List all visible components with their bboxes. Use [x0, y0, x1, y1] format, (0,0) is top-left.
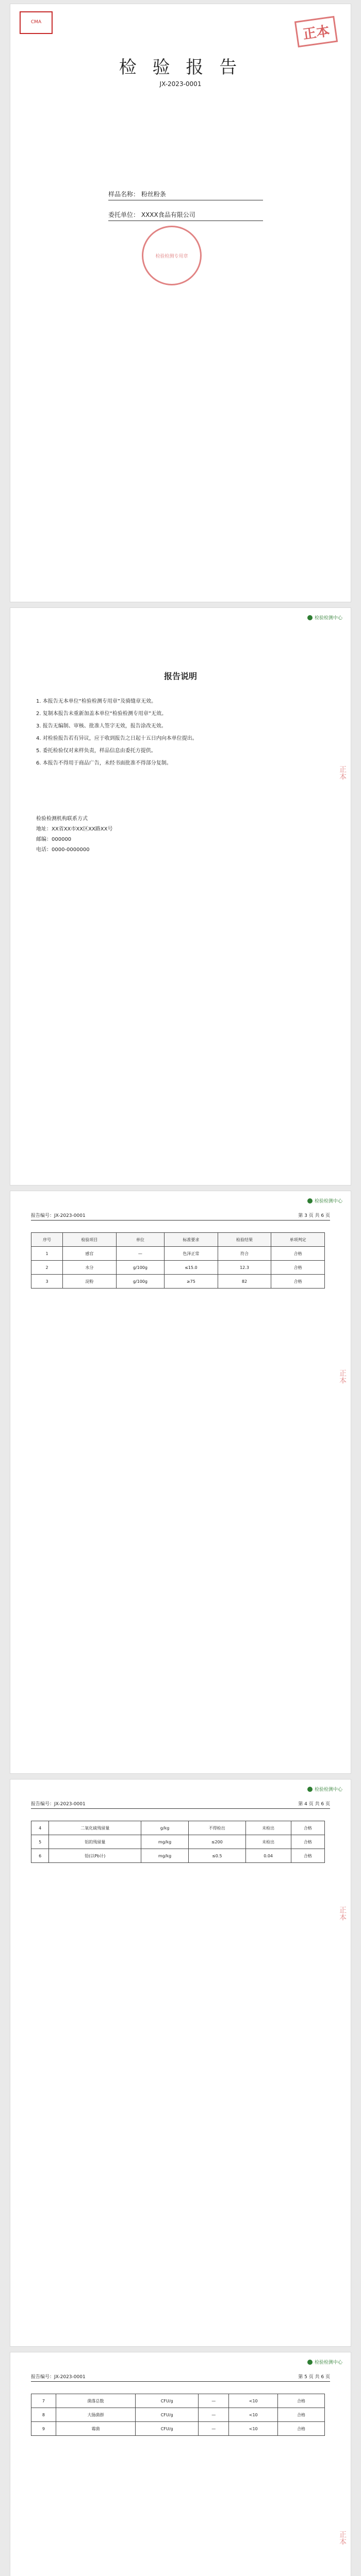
cell: mg/kg — [141, 1835, 189, 1849]
side-mark: 正本 — [338, 2531, 347, 2545]
brand-icon — [307, 2360, 313, 2365]
note-item: 5. 委托检验仅对来样负责，样品信息由委托方提供。 — [36, 748, 156, 754]
cell: 大肠菌群 — [56, 2408, 135, 2422]
sample-value: 粉丝粉条 — [141, 191, 166, 198]
brand-icon — [307, 1787, 313, 1792]
cell: 不得检出 — [188, 1821, 245, 1835]
cell: CFU/g — [136, 2408, 199, 2422]
side-stamp — [334, 2507, 351, 2569]
side-mark: 正本 — [338, 1906, 347, 1921]
sample-row — [108, 190, 263, 200]
contact-block — [36, 814, 113, 855]
stamp-text: 检验检测专用章 — [155, 253, 188, 259]
result-page-2 — [10, 1780, 351, 2346]
cell: <10 — [229, 2422, 278, 2436]
col-header: 序号 — [31, 1233, 63, 1247]
cell: 6 — [31, 1849, 49, 1863]
brand-text: 检验检测中心 — [314, 2360, 342, 2365]
report-title: 检 验 报 告 — [119, 57, 242, 78]
table-row — [31, 1849, 325, 1863]
table-header-row — [31, 1233, 325, 1247]
page-report-no: 报告编号：JX-2023-0001 — [31, 1213, 86, 1218]
header-brand — [307, 1197, 342, 1204]
table-row — [31, 1247, 325, 1261]
contact-address: 地址：XX省XX市XX区XX路XX号 — [36, 826, 113, 832]
official-stamp — [142, 226, 202, 285]
cell: 色泽正常 — [165, 1247, 218, 1261]
cell: 霉菌 — [56, 2422, 135, 2436]
table-row — [31, 1275, 325, 1289]
page-number: 第 4 页 共 6 页 — [298, 1802, 330, 1807]
cell: 8 — [31, 2408, 56, 2422]
brand-text: 检验检测中心 — [314, 1787, 342, 1792]
note-item: 2. 复制本报告未重新加盖本单位“检验检测专用章”无效。 — [36, 711, 167, 717]
cell: CFU/g — [136, 2422, 199, 2436]
original-stamp — [294, 16, 338, 47]
note-item: 6. 本报告不得用于商品广告，未经书面批准不得部分复制。 — [36, 760, 172, 766]
cell: <10 — [229, 2394, 278, 2408]
cell: 铅(以Pb计) — [49, 1849, 141, 1863]
brand-text: 检验检测中心 — [314, 616, 342, 621]
cell: 3 — [31, 1275, 63, 1289]
cell: 1 — [31, 1247, 63, 1261]
contact-phone: 电话：0000-0000000 — [36, 847, 90, 853]
table-row — [31, 1821, 325, 1835]
page-prefix: 第 — [298, 1213, 303, 1218]
page-prefix: 第 — [298, 2375, 303, 2380]
cover-page — [10, 4, 351, 602]
cell: 合格 — [277, 2422, 324, 2436]
col-header: 检验项目 — [63, 1233, 117, 1247]
side-stamp — [334, 742, 351, 804]
contact-postcode: 邮编：000000 — [36, 837, 72, 842]
side-mark: 正本 — [338, 1369, 347, 1384]
cell: 82 — [218, 1275, 271, 1289]
cell: 菌落总数 — [56, 2394, 135, 2408]
header-brand — [307, 1786, 342, 1792]
brand-icon — [307, 615, 313, 620]
cell: 合格 — [291, 1821, 324, 1835]
cell: ≤15.0 — [165, 1261, 218, 1275]
brand-text: 检验检测中心 — [314, 1199, 342, 1204]
notes-page — [10, 608, 351, 1185]
cell: 12.3 — [218, 1261, 271, 1275]
page-number: 第 5 页 共 6 页 — [298, 2375, 330, 2380]
table-row — [31, 2394, 325, 2408]
cell: — — [116, 1247, 164, 1261]
side-stamp — [334, 1883, 351, 1944]
table-row — [31, 2408, 325, 2422]
page-header — [31, 1212, 330, 1221]
cell: 7 — [31, 2394, 56, 2408]
cell: mg/kg — [141, 1849, 189, 1863]
result-table — [31, 1821, 325, 1863]
client-row — [108, 210, 263, 221]
cell: 未检出 — [245, 1821, 291, 1835]
cell: — — [199, 2394, 229, 2408]
notes-title: 报告说明 — [163, 671, 197, 681]
page-suffix: 页 共 6 页 — [308, 1213, 330, 1218]
cma-logo — [20, 11, 53, 34]
note-item: 4. 对检验报告若有异议，应于收到报告之日起十五日内向本单位提出。 — [36, 736, 198, 741]
page-prefix: 第 — [298, 1802, 303, 1807]
notes-list — [36, 696, 320, 770]
page-suffix: 页 共 6 页 — [308, 2375, 330, 2380]
cell: 未检出 — [245, 1835, 291, 1849]
cell: CFU/g — [136, 2394, 199, 2408]
client-label: 委托单位： — [108, 211, 140, 218]
cell: ≤0.5 — [188, 1849, 245, 1863]
cell: — — [199, 2408, 229, 2422]
col-header: 标准要求 — [165, 1233, 218, 1247]
page-header — [31, 1800, 330, 1809]
page-report-no: 报告编号：JX-2023-0001 — [31, 2375, 86, 2380]
cell: 合格 — [277, 2394, 324, 2408]
sample-label: 样品名称： — [108, 191, 140, 198]
cell: 符合 — [218, 1247, 271, 1261]
logo-text: CMA — [30, 20, 42, 25]
result-table — [31, 2394, 325, 2436]
cell: 合格 — [271, 1261, 325, 1275]
side-mark: 正本 — [338, 766, 347, 780]
cell: 感官 — [63, 1247, 117, 1261]
header-brand — [307, 614, 342, 621]
cell: g/kg — [141, 1821, 189, 1835]
note-item: 3. 报告无编制、审核、批准人签字无效，报告涂改无效。 — [36, 723, 167, 729]
page-suffix: 页 共 6 页 — [308, 1802, 330, 1807]
table-row — [31, 2422, 325, 2436]
contact-title: 检验检测机构联系方式 — [36, 816, 88, 822]
result-page-1 — [10, 1191, 351, 1773]
side-stamp — [334, 1346, 351, 1408]
page-header — [31, 2373, 330, 2382]
cell: 0.04 — [245, 1849, 291, 1863]
header-brand — [307, 2359, 342, 2365]
cell: 9 — [31, 2422, 56, 2436]
cell: 二氧化硫残留量 — [49, 1821, 141, 1835]
client-value: XXXX食品有限公司 — [141, 211, 195, 218]
original-mark: 正本 — [302, 23, 331, 43]
col-header: 检验结果 — [218, 1233, 271, 1247]
cell: g/100g — [116, 1261, 164, 1275]
page-report-no: 报告编号：JX-2023-0001 — [31, 1802, 86, 1807]
table-row — [31, 1835, 325, 1849]
cell: <10 — [229, 2408, 278, 2422]
cell: 合格 — [271, 1275, 325, 1289]
cell: 水分 — [63, 1261, 117, 1275]
page-number: 第 3 页 共 6 页 — [298, 1213, 330, 1218]
col-header: 单位 — [116, 1233, 164, 1247]
cell: — — [199, 2422, 229, 2436]
cell: 5 — [31, 1835, 49, 1849]
cell: 2 — [31, 1261, 63, 1275]
cell: 合格 — [291, 1849, 324, 1863]
cell: 淀粉 — [63, 1275, 117, 1289]
result-page-3 — [10, 2352, 351, 2576]
cell: ≥75 — [165, 1275, 218, 1289]
cell: 铝的残留量 — [49, 1835, 141, 1849]
note-item: 1. 本报告无本单位“检验检测专用章”及骑缝章无效。 — [36, 699, 157, 704]
table-row — [31, 1261, 325, 1275]
cell: 合格 — [271, 1247, 325, 1261]
cell: 4 — [31, 1821, 49, 1835]
result-table — [31, 1232, 325, 1289]
cell: 合格 — [277, 2408, 324, 2422]
cell: ≤200 — [188, 1835, 245, 1849]
cell: g/100g — [116, 1275, 164, 1289]
col-header: 单项判定 — [271, 1233, 325, 1247]
cell: 合格 — [291, 1835, 324, 1849]
brand-icon — [307, 1198, 313, 1204]
report-number: JX-2023-0001 — [159, 80, 202, 88]
